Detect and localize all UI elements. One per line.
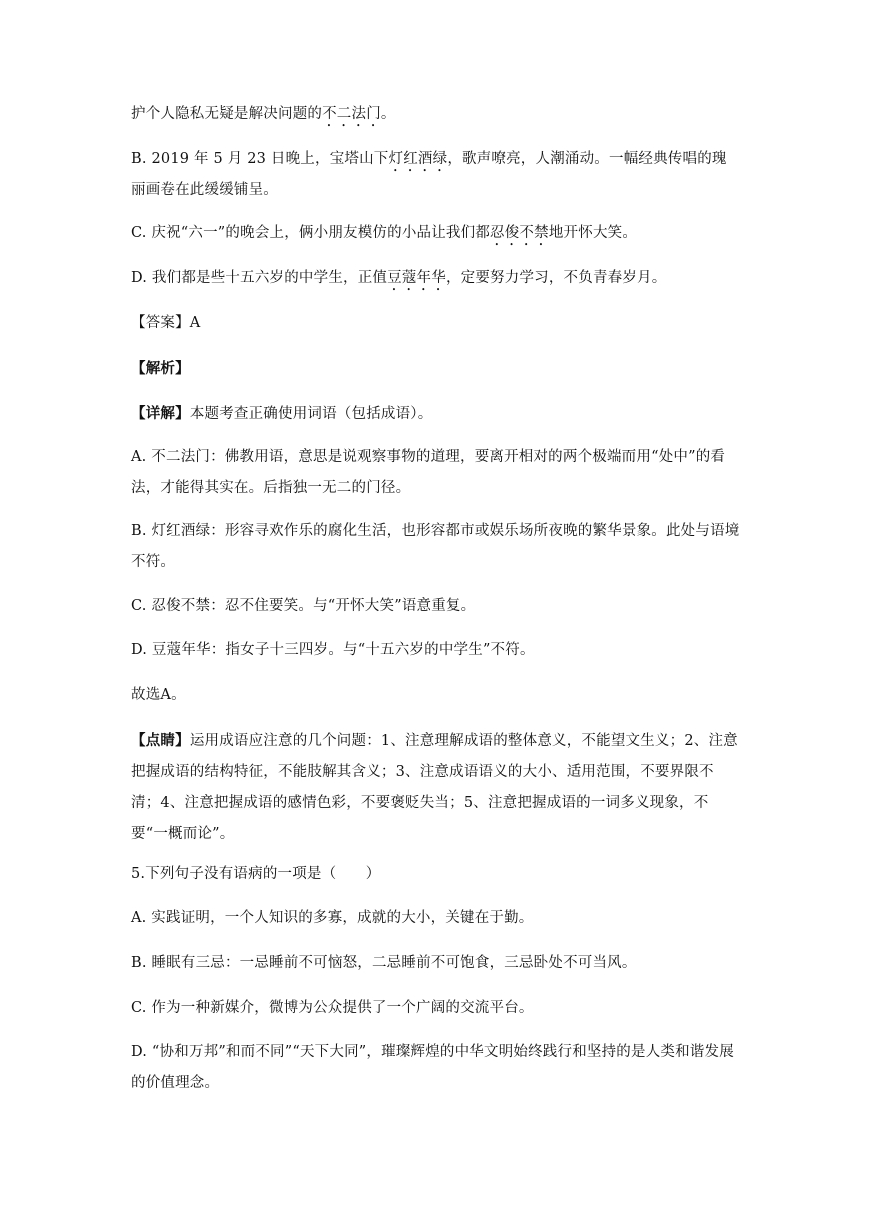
q4-emphasis-ren-jun-bu-jin: 忍俊不禁 (490, 225, 549, 241)
q4-tip (131, 725, 741, 850)
q4-tip-label: 【点睛】 (131, 732, 190, 749)
q4-option-c-post: 地开怀大笑。 (548, 225, 638, 241)
q4-option-b-pre: B. 2019 年 5 月 23 日晚上，宝塔山下 (131, 151, 389, 167)
q4-emphasis-bu-er-fa-men: 不二法门 (322, 106, 381, 122)
q4-emphasis-dou-kou-nian-hua: 豆蔻年华 (387, 270, 446, 286)
q4-explain-a: A. 不二法门：佛教用语，意思是说观察事物的道理，要离开相对的两个极端而用“处中”的看法，才能得其实在。后指独一无二的门径。 (131, 449, 726, 496)
q4-option-b-post: ，歌声嘹亮，人潮涌动。一幅经典传唱的瑰丽画卷在此缓缓铺呈。 (131, 151, 727, 198)
q5-option-d: D. “协和万邦”和而不同”“天下大同”，璀璨辉煌的中华文明始终践行和坚持的是人类和谐发展的价值理念。 (131, 1044, 734, 1091)
q4-detail-text: 本题考查正确使用词语（包括成语）。 (189, 406, 433, 422)
q4-option-c-pre: C. 庆祝“六一”的晚会上，俩小朋友模仿的小品让我们都 (131, 225, 491, 241)
q4-choice: 故选A。 (131, 687, 186, 703)
q5-option-b: B. 睡眠有三忌：一忌睡前不可恼怒，二忌睡前不可饱食，三忌卧处不可当风。 (131, 955, 637, 971)
q4-explain-d: D. 豆蔻年华：指女子十三四岁。与“十五六岁的中学生”不符。 (131, 642, 535, 658)
q4-analysis-label: 【解析】 (131, 360, 190, 377)
q4-continuation (131, 99, 741, 130)
q5-option-c: C. 作为一种新媒介，微博为公众提供了一个广阔的交流平台。 (131, 1000, 534, 1016)
q5-stem: 5.下列句子没有语病的一项是（ ） (131, 866, 381, 882)
q4-tip-text: 运用成语应注意的几个问题：1、注意理解成语的整体意义，不能望文生义；2、注意把握成语的结构特征，不能肢解其含义；3、注意成语语义的大小、适用范围，不要界限不清；4、注意把握成语的感情色彩，不要褒贬失当；5、注意把握成语的一词多义现象，不要“一概而论”。 (131, 733, 738, 842)
q4-answer: 【答案】A (131, 315, 201, 331)
q4-option-b (131, 144, 741, 206)
q4-continuation-text: 护个人隐私无疑是解决问题的 (131, 106, 323, 122)
q4-emphasis-deng-hong-jiu-lv: 灯红酒绿 (388, 151, 448, 167)
q4-explain-b: B. 灯红酒绿：形容寻欢作乐的腐化生活，也形容都市或娱乐场所夜晚的繁华景象。此处与语境不符。 (131, 523, 740, 570)
q4-detail-label: 【详解】 (131, 405, 190, 422)
q4-option-c (131, 218, 741, 249)
q4-detail (131, 398, 741, 430)
q4-option-d-pre: D. 我们都是些十五六岁的中学生，正值 (131, 270, 388, 286)
q4-explain-c: C. 忍俊不禁：忍不住要笑。与“开怀大笑”语意重复。 (131, 598, 476, 614)
q4-option-d (131, 263, 741, 294)
q4-continuation-end: 。 (380, 106, 396, 122)
q5-option-a: A. 实践证明，一个人知识的多寡，成就的大小，关键在于勤。 (131, 910, 534, 926)
q4-option-d-post: ，定要努力学习，不负青春岁月。 (445, 270, 667, 286)
